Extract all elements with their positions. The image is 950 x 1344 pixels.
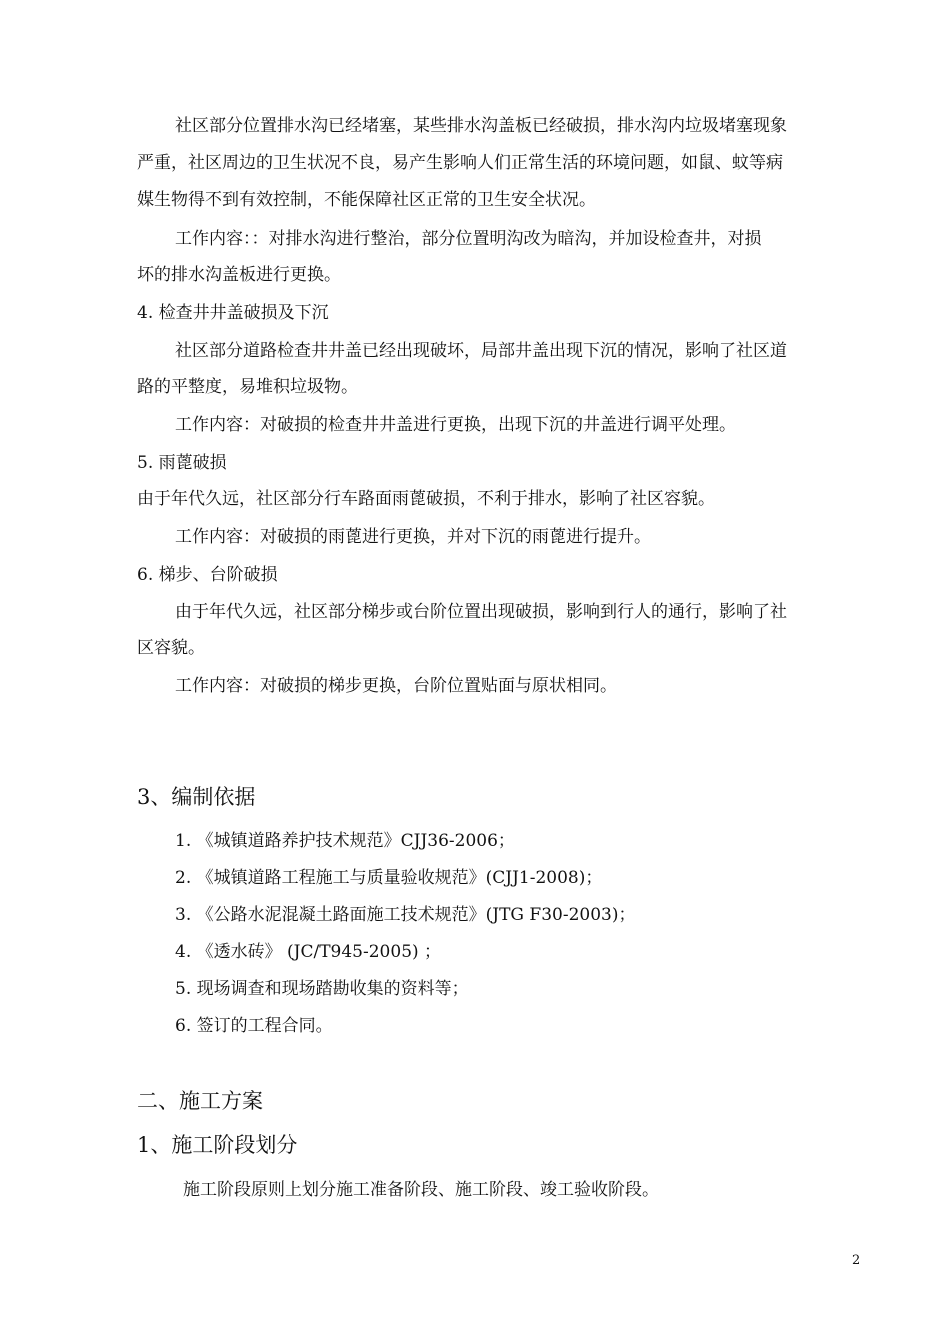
reference-item: 2. 《城镇道路工程施工与质量验收规范》(CJJ1-2008)； <box>175 868 603 888</box>
reference-item: 5. 现场调查和现场踏勘收集的资料等； <box>175 979 469 999</box>
section-heading: 4. 检查井井盖破损及下沉 <box>137 303 329 323</box>
paragraph-line: 工作内容：对破损的雨蓖进行更换，并对下沉的雨蓖进行提升。 <box>175 527 651 547</box>
section-title: 3、编制依据 <box>137 785 256 809</box>
page-number: 2 <box>852 1253 861 1268</box>
paragraph-line: 严重，社区周边的卫生状况不良，易产生影响人们正常生活的环境问题，如鼠、蚊等病 <box>137 153 783 173</box>
paragraph-line: 工作内容：对破损的梯步更换，台阶位置贴面与原状相同。 <box>175 676 617 696</box>
paragraph-line: 坏的排水沟盖板进行更换。 <box>137 265 341 285</box>
section-title: 1、施工阶段划分 <box>137 1133 298 1157</box>
paragraph-line: 由于年代久远，社区部分行车路面雨蓖破损，不利于排水，影响了社区容貌。 <box>137 489 715 509</box>
reference-item: 3. 《公路水泥混凝土路面施工技术规范》(JTG F30-2003)； <box>175 905 636 925</box>
reference-item: 1. 《城镇道路养护技术规范》CJJ36-2006； <box>175 831 515 851</box>
chapter-title: 二、施工方案 <box>137 1089 263 1113</box>
paragraph-line: 工作内容：对破损的检查井井盖进行更换，出现下沉的井盖进行调平处理。 <box>175 415 736 435</box>
section-heading: 5. 雨蓖破损 <box>137 453 227 473</box>
paragraph-line: 社区部分道路检查井井盖已经出现破坏，局部井盖出现下沉的情况，影响了社区道 <box>175 341 787 361</box>
paragraph-line: 区容貌。 <box>137 638 205 658</box>
paragraph-line: 工作内容：：对排水沟进行整治，部分位置明沟改为暗沟，并加设检查井，对损 <box>175 229 762 249</box>
section-heading: 6. 梯步、台阶破损 <box>137 565 278 585</box>
paragraph-line: 媒生物得不到有效控制，不能保障社区正常的卫生安全状况。 <box>137 190 596 210</box>
paragraph-line: 由于年代久远，社区部分梯步或台阶位置出现破损，影响到行人的通行，影响了社 <box>175 602 787 622</box>
paragraph-line: 施工阶段原则上划分施工准备阶段、施工阶段、竣工验收阶段。 <box>183 1180 659 1200</box>
reference-item: 4. 《透水砖》 (JC/T945-2005) ； <box>175 942 442 962</box>
paragraph-line: 社区部分位置排水沟已经堵塞，某些排水沟盖板已经破损，排水沟内垃圾堵塞现象 <box>175 116 787 136</box>
reference-item: 6. 签订的工程合同。 <box>175 1016 333 1036</box>
paragraph-line: 路的平整度，易堆积垃圾物。 <box>137 377 358 397</box>
